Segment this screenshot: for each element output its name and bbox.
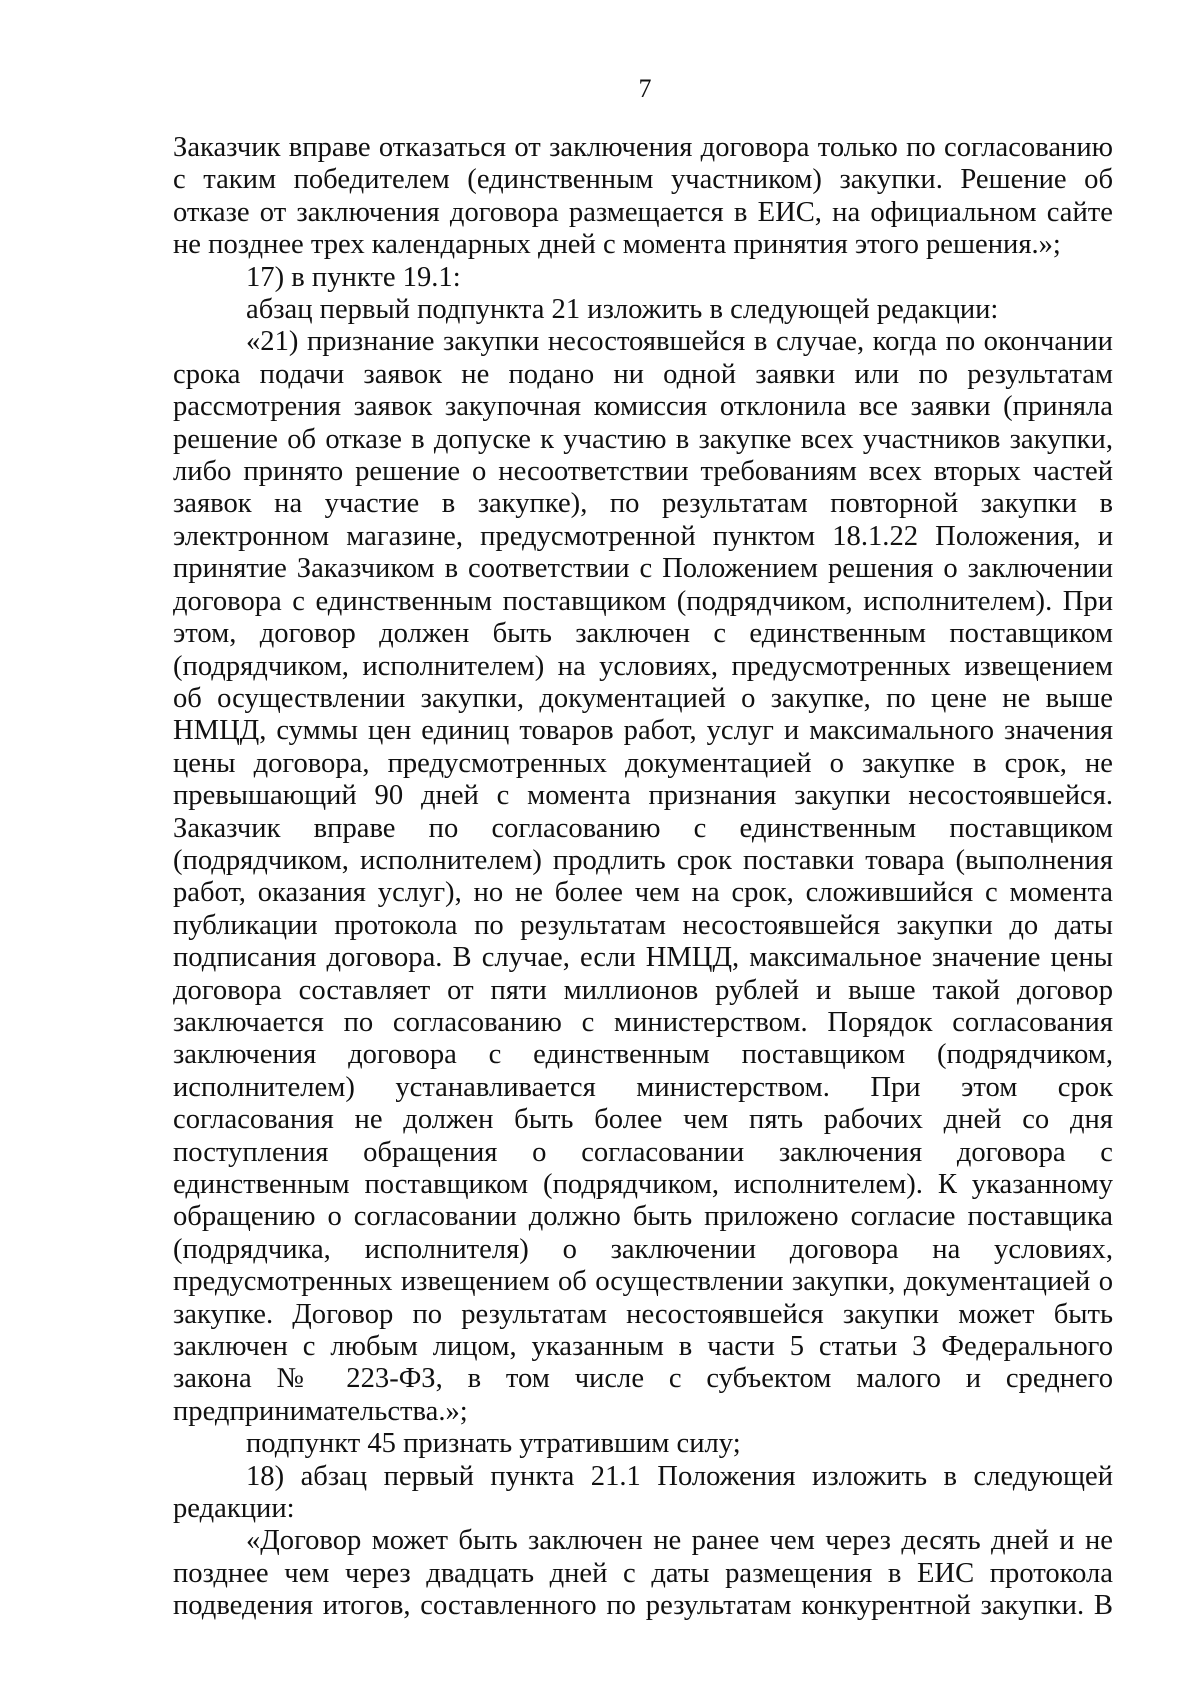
paragraph-subpoint-21-text: «21) признание закупки несостоявшейся в случае, когда по окончании срока подачи заявок не подано ни одной заявки или по результатам рассмотрения заявок закупочная комиссия отклонила все заявки (приняла решение об отказе в допуске к участию в закупке всех участников закупки, либо принято решение о несоответствии требованиям всех вторых частей заявок на участие в закупке), по результатам повторной закупки в электронном магазине, предусмотренной пунктом 18.1.22 Положения, и принятие Заказчиком в соответствии с Положением решения о заключении договора с единственным поставщиком (подрядчиком, исполнителем). При этом, договор должен быть заключен с единственным поставщиком (подрядчиком, исполнителем) на условиях, предусмотренных извещением об осуществлении закупки, документацией о закупке, по цене не выше НМЦД, суммы цен единиц товаров работ, услуг и максимального значения цены договора, предусмотренных документацией о закупке в срок, не превышающий 90 дней с момента признания закупки несостоявшейся. Заказчик вправе по согласованию с единственным поставщиком (подрядчиком, исполнителем) продлить срок поставки товара (выполнения работ, оказания услуг), но не более чем на срок, сложившийся с момента публикации протокола по результатам несостоявшейся закупки до даты подписания договора. В случае, если НМЦД, максимальное значение цены договора составляет от пяти миллионов рублей и выше такой договор заключается по согласованию с министерством. Порядок согласования заключения договора с единственным поставщиком (подрядчиком, исполнителем) устанавливается министерством. При этом срок согласования не должен быть более чем пять рабочих дней со дня поступления обращения о согласовании заключения договора с единственным поставщиком (подрядчиком, исполнителем). К указанному обращению о согласовании должно быть приложено согласие поставщика (подрядчика, исполнителя) о заключении договора на условиях, предусмотренных извещением об осуществлении закупки, документацией о закупке. Договор по результатам несостоявшейся закупки может быть заключен с любым лицом, указанным в части 5 статьи 3 Федерального закона № 223-ФЗ, в том числе с субъектом малого и среднего предпринимательства.»; <box>173 326 1113 1427</box>
document-body <box>173 132 1113 1623</box>
paragraph-item-18: 18) абзац первый пункта 21.1 Положения изложить в следующей редакции: <box>173 1460 1113 1525</box>
paragraph-item-17: 17) в пункте 19.1: <box>246 261 461 293</box>
paragraph-continuation: Заказчик вправе отказаться от заключения договора только по согласованию с таким победителем (единственным участником) закупки. Решение об отказе от заключения договора размещается в ЕИС, на официальном сайте не позднее трех календарных дней с момента принятия этого решения.»; <box>173 132 1113 261</box>
paragraph-contract-text: «Договор может быть заключен не ранее чем через десять дней и не позднее чем через двадцать дней с даты размещения в ЕИС протокола подведения итогов, составленного по результатам конкурентной закупки. В <box>173 1525 1113 1622</box>
paragraph-subpoint-45: подпункт 45 признать утратившим силу; <box>246 1428 741 1460</box>
paragraph-subpoint-21-intro: абзац первый подпункта 21 изложить в следующей редакции: <box>246 294 999 326</box>
page-number: 7 <box>638 74 652 103</box>
